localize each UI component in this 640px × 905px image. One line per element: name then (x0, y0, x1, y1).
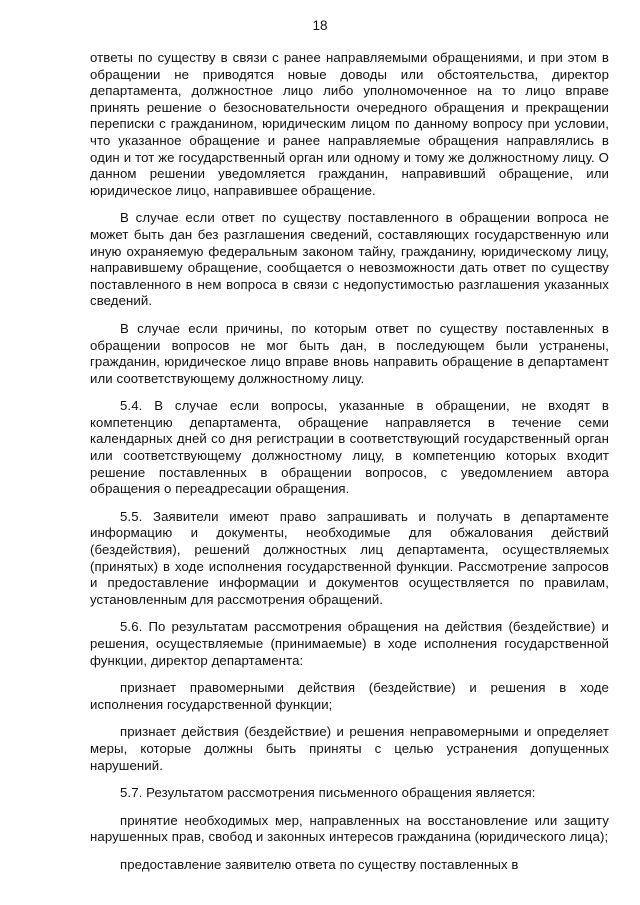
paragraph-section-5-4: 5.4. В случае если вопросы, указанные в обращении, не входят в компетенцию департамента, обращение направляется в течение семи календарных дней со дня регистрации в соответствующий государственный орган или соответствующему должностному лицу, в компетенцию которых входит решение поставленных в обращении вопросов, с уведомлением автора обращения о переадресации обращения. (90, 398, 609, 497)
paragraph-list-item: признает действия (бездействие) и решения неправомерными и определяет меры, которые должны быть приняты с целью устранения допущенных нарушений. (90, 724, 609, 773)
paragraph-section-5-6: 5.6. По результатам рассмотрения обращения на действия (бездействие) и решения, осуществляемые (принимаемые) в ходе исполнения государственной функции, директор департамента: (90, 619, 609, 668)
paragraph-list-item: признает правомерными действия (бездействие) и решения в ходе исполнения государственной функции; (90, 680, 609, 712)
page-number: 18 (312, 18, 328, 33)
paragraph-list-item-truncated: предоставление заявителю ответа по существу поставленных в (120, 856, 519, 872)
paragraph-section-5-5: 5.5. Заявители имеют право запрашивать и получать в департаменте информацию и документы, необходимые для обжалования действий (бездействия), решений должностных лиц департамента, осуществляемых (принятых) в ходе исполнения государственной функции. Рассмотрение запросов и предоставление информации и документов осуществляется по правилам, установленным для рассмотрения обращений. (90, 508, 609, 607)
paragraph-list-item: принятие необходимых мер, направленных на восстановление или защиту нарушенных прав, свобод и законных интересов гражданина (юридического лица); (90, 812, 609, 845)
paragraph: В случае если ответ по существу поставленного в обращении вопроса не может быть дан без разглашения сведений, составляющих государственную или иную охраняемую федеральным законом тайну, гражданину, юридическому лицу, направившему обращение, сообщается о невозможности дать ответ по существу поставленного в нем вопроса в связи с недопустимостью разглашения указанных сведений. (90, 210, 609, 309)
paragraph-section-5-7: 5.7. Результатом рассмотрения письменного обращения является: (120, 785, 536, 801)
paragraph: ответы по существу в связи с ранее направляемыми обращениями, и при этом в обращении не приводятся новые доводы или обстоятельства, директор департамента, должностное лицо либо уполномоченное на то лицо вправе принять решение о безосновательности очередного обращения и прекращении переписки с гражданином, юридическим лицом по данному вопросу при условии, что указанное обращение и ранее направляемые обращения направлялись в один и тот же государственный орган или одному и тому же должностному лицу. О данном решении уведомляется гражданин, направивший обращение, или юридическое лицо, направившее обращение. (90, 50, 609, 198)
paragraph: В случае если причины, по которым ответ по существу поставленных в обращении вопросов не мог быть дан, в последующем были устранены, гражданин, юридическое лицо вправе вновь направить обращение в департамент или соответствующему должностному лицу. (90, 320, 609, 386)
document-body (90, 50, 609, 874)
